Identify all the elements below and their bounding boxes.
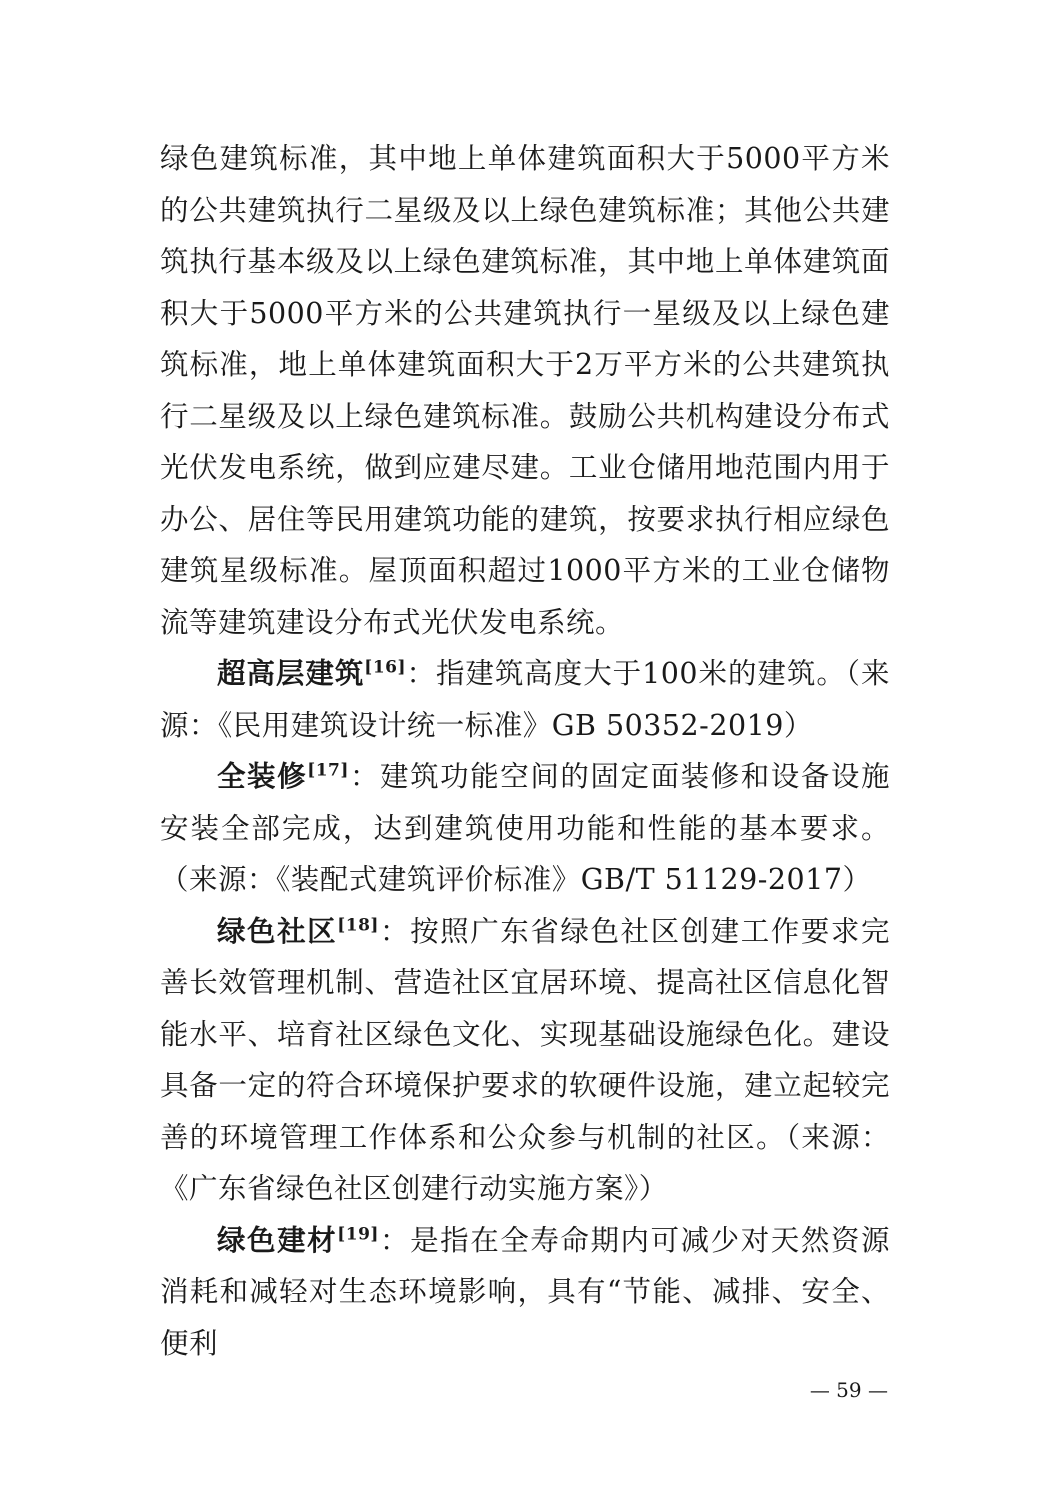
definition-text: ：按照广东省绿色社区创建工作要求完善长效管理机制、营造社区宜居环境、提高社区信息化智能水平、培育社区绿色文化、实现基础设施绿色化。建设具备一定的符合环境保护要求的软硬件设施，建立起较完善的环境管理工作体系和公众参与机制的社区。（来源：《广东省绿色社区创建行动实施方案》） <box>160 914 890 1205</box>
term-green-community: 绿色社区 <box>217 913 338 948</box>
paragraph-full-decoration <box>160 751 890 906</box>
paragraph-text: 绿色建筑标准，其中地上单体建筑面积大于5000平方米的公共建筑执行二星级及以上绿色建筑标准；其他公共建筑执行基本级及以上绿色建筑标准，其中地上单体建筑面积大于5000平方米的公共建筑执行一星级及以上绿色建筑标准，地上单体建筑面积大于2万平方米的公共建筑执行二星级及以上绿色建筑标准。鼓励公共机构建设分布式光伏发电系统，做到应建尽建。工业仓储用地范围内用于办公、居住等民用建筑功能的建筑，按要求执行相应绿色建筑星级标准。屋顶面积超过1000平方米的工业仓储物流等建筑建设分布式光伏发电系统。 <box>160 142 890 639</box>
reference-marker: [17] <box>307 760 349 781</box>
definition-text: ：建筑功能空间的固定面装修和设备设施安装全部完成，达到建筑使用功能和性能的基本要求。（来源：《装配式建筑评价标准》GB/T 51129-2017） <box>160 760 890 896</box>
term-super-high-rise: 超高层建筑 <box>217 656 365 690</box>
term-green-building-materials: 绿色建材 <box>217 1222 338 1257</box>
definition-text: ：是指在全寿命期内可减少对天然资源消耗和减轻对生态环境影响，具有“节能、减排、安全、便利 <box>160 1223 890 1360</box>
term-full-decoration: 全装修 <box>217 759 308 793</box>
page-number-text: — 59 — <box>809 1378 888 1402</box>
page-number <box>0 1378 1050 1402</box>
reference-marker: [16] <box>364 657 407 678</box>
document-body <box>160 133 890 1369</box>
paragraph-green-building-materials <box>160 1215 890 1370</box>
definition-text: ：指建筑高度大于100米的建筑。（来源：《民用建筑设计统一标准》GB 50352-2019） <box>160 657 890 742</box>
paragraph-super-high-rise <box>160 648 890 751</box>
reference-marker: [19] <box>337 1224 379 1244</box>
paragraph-green-building-standards <box>160 133 890 648</box>
reference-marker: [18] <box>337 915 379 935</box>
paragraph-green-community <box>160 906 890 1215</box>
